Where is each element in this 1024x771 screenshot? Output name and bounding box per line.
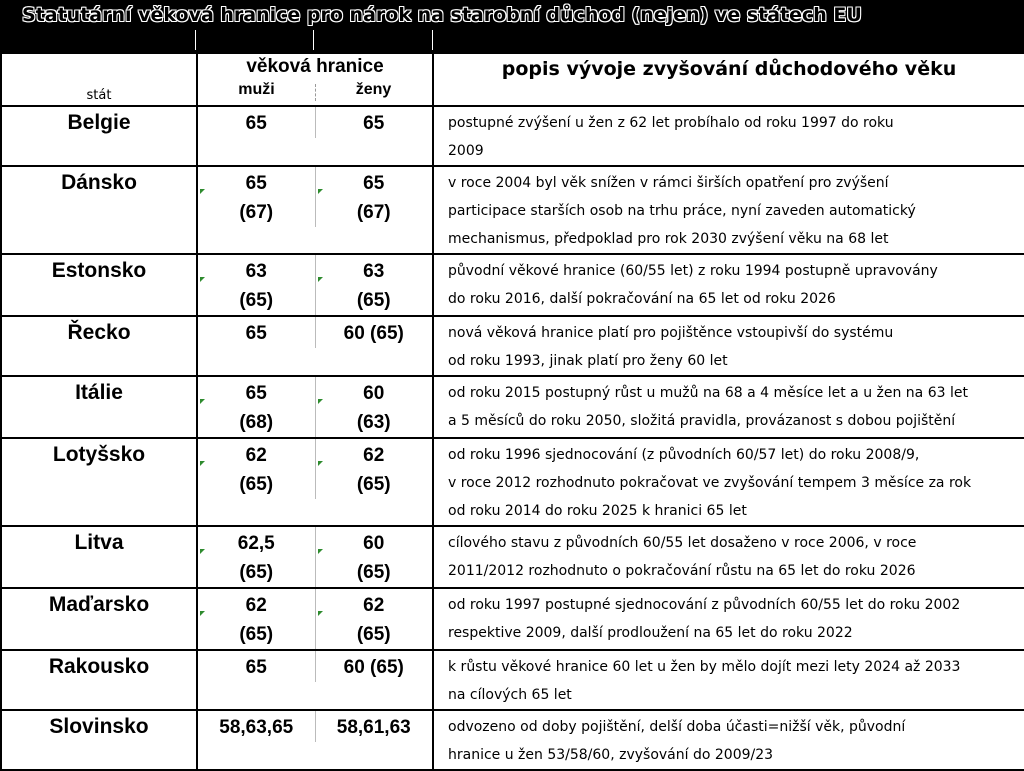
description-line: původní věkové hranice (60/55 let) z roku 1994 postupně upravovány [448, 263, 938, 279]
description-line: mechanismus, předpoklad pro rok 2030 zvýšení věku na 68 let [448, 231, 889, 247]
description-line: postupné zvýšení u žen z 62 let probíhalo od roku 1997 do roku [448, 115, 894, 131]
age-limit-header-cell [197, 53, 433, 106]
age-line: (65) [239, 562, 274, 583]
men-age-value [198, 255, 316, 315]
age-line: 62 [363, 595, 385, 616]
description-cell [433, 438, 1024, 526]
age-line: 62 [363, 445, 385, 466]
state-header: stát [86, 88, 112, 103]
comment-marker-icon [318, 549, 323, 554]
age-line: 65 [245, 383, 267, 404]
comment-marker-icon [200, 399, 205, 404]
age-line: 65 [363, 113, 385, 134]
comment-marker-icon [200, 277, 205, 282]
age-limit-cell [197, 376, 433, 438]
table-row [1, 166, 1024, 254]
country-cell: Řecko [1, 316, 197, 376]
title-column-separators [0, 30, 1024, 50]
men-age-value [198, 589, 316, 649]
age-line: 62 [245, 445, 267, 466]
women-age-value [316, 167, 433, 227]
age-line: 60 (65) [343, 657, 404, 678]
description-header: popis vývoje zvyšování důchodového věku [433, 53, 1024, 106]
women-age-value [316, 317, 433, 348]
age-line: (65) [239, 474, 274, 495]
age-line: 62,5 [237, 533, 275, 554]
age-line: 65 [245, 657, 267, 678]
comment-marker-icon [200, 611, 205, 616]
description-cell [433, 166, 1024, 254]
comment-marker-icon [318, 399, 323, 404]
age-line: (65) [239, 290, 274, 311]
age-line: 63 [363, 261, 385, 282]
description-cell [433, 254, 1024, 316]
age-limit-cell [197, 588, 433, 650]
description-cell [433, 106, 1024, 166]
table-row [1, 106, 1024, 166]
age-line: 58,63,65 [219, 717, 294, 738]
table-row [1, 376, 1024, 438]
description-line: na cílových 65 let [448, 687, 572, 703]
country-cell: Rakousko [1, 650, 197, 710]
men-age-value [198, 317, 316, 348]
age-line: (65) [239, 624, 274, 645]
men-age-value [198, 651, 316, 682]
table-row [1, 254, 1024, 316]
age-line: (67) [239, 202, 274, 223]
description-line: do roku 2016, další pokračování na 65 let od roku 2026 [448, 291, 836, 307]
age-line: 63 [245, 261, 267, 282]
description-line: od roku 1996 sjednocování (z původních 60/57 let) do roku 2008/9, [448, 447, 920, 463]
description-line: nová věková hranice platí pro pojištěnce vstoupivší do systému [448, 325, 894, 341]
comment-marker-icon [200, 189, 205, 194]
description-line: k růstu věkové hranice 60 let u žen by mělo dojít mezi lety 2024 až 2033 [448, 659, 961, 675]
description-line: v roce 2004 byl věk snížen v rámci širších opatření pro zvýšení [448, 175, 889, 191]
country-cell: Belgie [1, 106, 197, 166]
country-cell: Lotyšsko [1, 438, 197, 526]
description-line: od roku 2015 postupný růst u mužů na 68 a 4 měsíce let a u žen na 63 let [448, 385, 968, 401]
age-limit-cell [197, 710, 433, 770]
description-line: participace starších osob na trhu práce, nyní zaveden automatický [448, 203, 916, 219]
description-line: odvozeno od doby pojištění, delší doba účasti=nižší věk, původní [448, 719, 906, 735]
age-line: (68) [239, 412, 274, 433]
women-age-value [316, 439, 433, 499]
country-cell: Maďarsko [1, 588, 197, 650]
women-age-value [316, 107, 433, 138]
age-limit-header: věková hranice [246, 56, 384, 77]
age-limit-cell [197, 106, 433, 166]
country-cell: Litva [1, 526, 197, 588]
state-header-cell [1, 53, 197, 106]
age-limit-cell [197, 650, 433, 710]
age-line: 62 [245, 595, 267, 616]
table-row [1, 588, 1024, 650]
men-age-value [198, 711, 316, 742]
women-age-value [316, 255, 433, 315]
description-line: hranice u žen 53/58/60, zvyšování do 2009/23 [448, 747, 774, 763]
description-line: respektive 2009, další prodloužení na 65 let do roku 2022 [448, 625, 853, 641]
men-age-value [198, 167, 316, 227]
men-header: muži [238, 81, 275, 98]
table-row [1, 316, 1024, 376]
description-cell [433, 650, 1024, 710]
women-age-value [316, 651, 433, 682]
comment-marker-icon [318, 189, 323, 194]
page-title: Statutární věková hranice pro nárok na starobní důchod (nejen) ve státech EU [22, 4, 862, 26]
table-header-row [1, 53, 1024, 106]
table-row [1, 438, 1024, 526]
women-age-value [316, 527, 433, 587]
description-line: od roku 2014 do roku 2025 k hranici 65 let [448, 503, 747, 519]
men-age-value [198, 377, 316, 437]
age-line: (65) [356, 624, 391, 645]
men-age-value [198, 527, 316, 587]
description-cell [433, 588, 1024, 650]
description-line: cílového stavu z původních 60/55 let dosaženo v roce 2006, v roce [448, 535, 917, 551]
men-age-value [198, 107, 316, 138]
age-line: (67) [356, 202, 391, 223]
description-line: 2009 [448, 143, 484, 159]
age-line: 58,61,63 [336, 717, 411, 738]
country-cell: Estonsko [1, 254, 197, 316]
description-line: od roku 1993, jinak platí pro ženy 60 let [448, 353, 728, 369]
age-line: 65 [363, 173, 385, 194]
country-cell: Itálie [1, 376, 197, 438]
table-row [1, 526, 1024, 588]
age-limit-cell [197, 254, 433, 316]
description-line: a 5 měsíců do roku 2050, složitá pravidla, provázanost s dobou pojištění [448, 413, 956, 429]
age-line: (65) [356, 562, 391, 583]
women-age-value [316, 711, 433, 742]
comment-marker-icon [200, 461, 205, 466]
age-limit-cell [197, 526, 433, 588]
age-line: 60 [363, 383, 385, 404]
age-line: (63) [356, 412, 391, 433]
age-line: (65) [356, 290, 391, 311]
title-banner [0, 0, 1024, 52]
age-line: 65 [245, 323, 267, 344]
women-age-value [316, 589, 433, 649]
comment-marker-icon [318, 277, 323, 282]
age-line: 65 [245, 113, 267, 134]
age-line: 60 [363, 533, 385, 554]
description-cell [433, 316, 1024, 376]
women-header: ženy [355, 81, 392, 98]
description-line: v roce 2012 rozhodnuto pokračovat ve zvyšování tempem 3 měsíce za rok [448, 475, 972, 491]
women-age-value [316, 377, 433, 437]
comment-marker-icon [318, 611, 323, 616]
description-cell [433, 526, 1024, 588]
age-limit-cell [197, 316, 433, 376]
description-line: od roku 1997 postupné sjednocování z původních 60/55 let do roku 2002 [448, 597, 961, 613]
age-line: 60 (65) [343, 323, 404, 344]
age-line: (65) [356, 474, 391, 495]
country-cell: Dánsko [1, 166, 197, 254]
country-cell: Slovinsko [1, 710, 197, 770]
description-line: 2011/2012 rozhodnuto o pokračování růstu na 65 let do roku 2026 [448, 563, 916, 579]
table-row [1, 710, 1024, 770]
description-cell [433, 710, 1024, 770]
description-cell [433, 376, 1024, 438]
men-age-value [198, 439, 316, 499]
table-row [1, 650, 1024, 710]
pension-age-table [0, 52, 1024, 771]
comment-marker-icon [318, 461, 323, 466]
age-limit-cell [197, 166, 433, 254]
comment-marker-icon [200, 549, 205, 554]
age-limit-cell [197, 438, 433, 526]
age-line: 65 [245, 173, 267, 194]
